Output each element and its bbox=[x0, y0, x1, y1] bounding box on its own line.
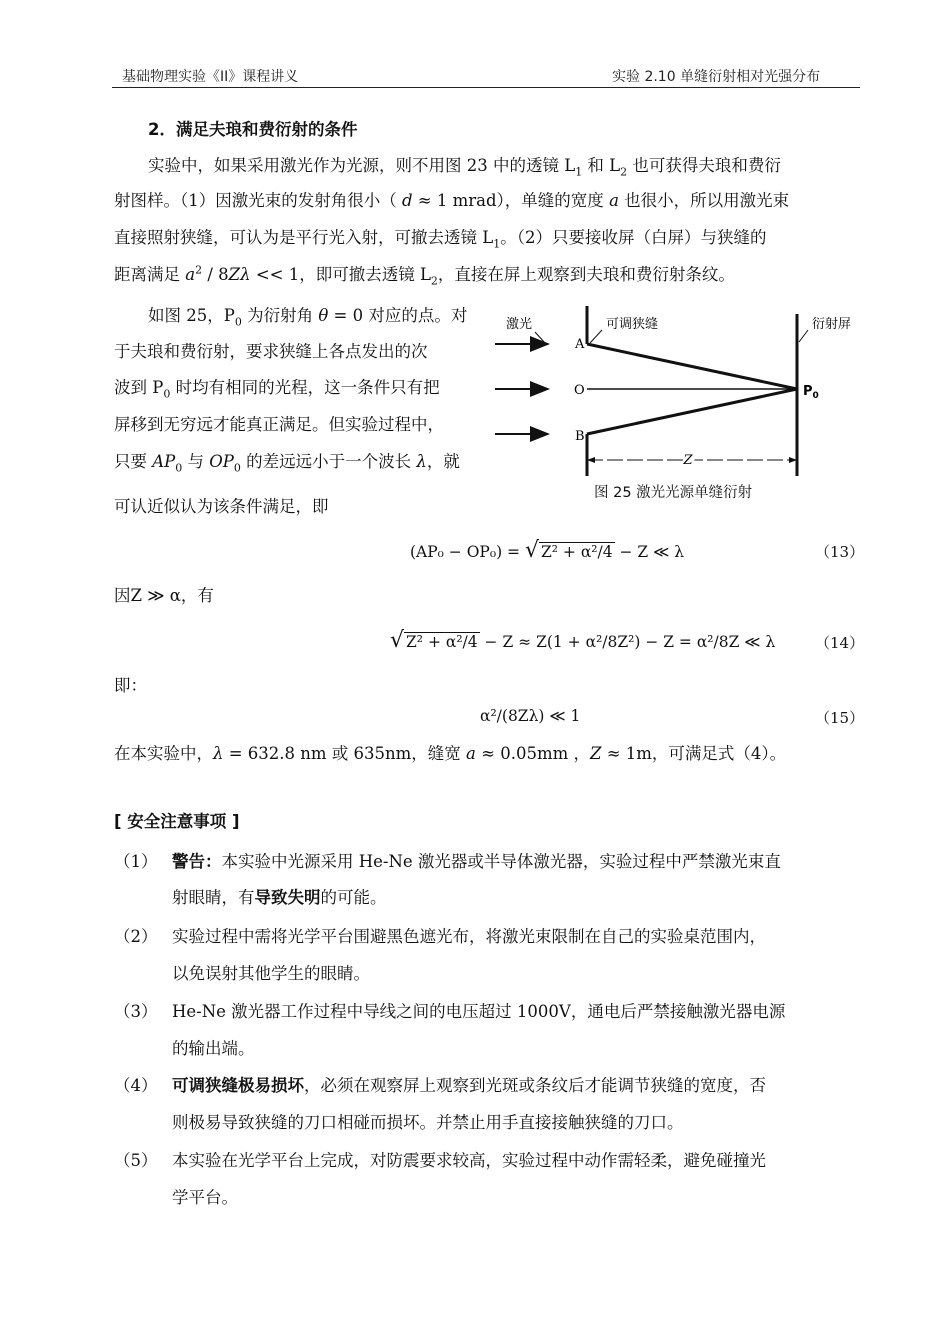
text-span: 只要 bbox=[114, 452, 153, 471]
text-span: 也可获得夫琅和费衍 bbox=[627, 156, 781, 175]
subscript: 0 bbox=[234, 315, 242, 329]
math-var: d bbox=[402, 191, 413, 210]
text-span: << 1，即可撤去透镜 L bbox=[250, 265, 431, 284]
text-span: 时均有相同的光程，这一条件只有把 bbox=[170, 378, 440, 397]
paragraph2-line5 bbox=[114, 448, 460, 474]
safety-item-2-line1: 实验过程中需将光学平台围避黑色遮光布，将激光束限制在自己的实验桌范围内， bbox=[172, 927, 766, 946]
text-span: / 8 bbox=[202, 265, 229, 284]
slit-leader-line bbox=[590, 330, 602, 343]
safety-item-3-line1: He-Ne 激光器工作过程中导线之间的电压超过 1000V，通电后严禁接触激光器电源 bbox=[172, 1002, 786, 1021]
laser-leader-line bbox=[535, 332, 545, 343]
math-var: λ bbox=[213, 744, 224, 763]
text-span: ，直接在屏上观察到夫琅和费衍射条纹。 bbox=[437, 265, 735, 284]
text-span: 射眼睛，有 bbox=[172, 888, 255, 907]
text-span: 本实验中光源采用 He-Ne 激光器或半导体激光器，实验过程中严禁激光束直 bbox=[221, 852, 781, 871]
ie-line: 即： bbox=[114, 676, 147, 695]
ray-BP0 bbox=[587, 389, 797, 434]
equation-13 bbox=[410, 538, 684, 563]
safety-item-2-line2: 以免误射其他学生的眼睛。 bbox=[172, 964, 370, 983]
safety-item-4-number: （4） bbox=[114, 1076, 158, 1095]
paragraph1-line2 bbox=[114, 187, 789, 211]
equation-14-number: （14） bbox=[815, 634, 865, 652]
equation-15-number: （15） bbox=[815, 709, 865, 727]
text-span: 。（2）只要接收屏（白屏）与狭缝的 bbox=[500, 228, 767, 247]
eq-rest: − Z ≈ Z(1 + α²/8Z²) − Z = α²/8Z ≪ λ bbox=[479, 633, 776, 651]
math-var: a bbox=[609, 191, 619, 210]
safety-item-5-number: （5） bbox=[114, 1151, 158, 1170]
label-laser: 激光 bbox=[506, 317, 533, 332]
label-P0: $P_0$ bbox=[803, 384, 819, 401]
subscript: 1 bbox=[493, 237, 501, 251]
paragraph2-line2: 于夫琅和费衍射，要求狭缝上各点发出的次 bbox=[114, 342, 428, 361]
text-span: 也很小，所以用激光束 bbox=[618, 191, 790, 210]
safety-item-1-line2 bbox=[172, 884, 387, 908]
section-heading: 2．满足夫琅和费衍射的条件 bbox=[148, 120, 358, 139]
paragraph1-line1 bbox=[148, 152, 781, 178]
screen-leader-line bbox=[799, 330, 808, 342]
text-span: 距离满足 bbox=[114, 265, 186, 284]
paragraph2-line1 bbox=[148, 302, 467, 328]
math-var: θ bbox=[318, 306, 329, 325]
subscript: 0 bbox=[163, 387, 171, 401]
text-span: 为衍射角 bbox=[241, 306, 319, 325]
label-screen: 衍射屏 bbox=[812, 317, 852, 332]
eq-radicand: Z² + α²/4 bbox=[541, 543, 613, 561]
warning-label: 警告： bbox=[172, 852, 222, 871]
text-span: ，就 bbox=[426, 452, 460, 471]
header-divider bbox=[112, 87, 860, 88]
subscript: 2 bbox=[430, 274, 438, 288]
header-right-title: 实验 2.10 单缝衍射相对光强分布 bbox=[612, 69, 821, 85]
eq-lhs: (AP₀ − OP₀) = bbox=[410, 543, 525, 561]
because-line: 因Z ≫ α，有 bbox=[114, 586, 214, 605]
paragraph2-line3 bbox=[114, 374, 440, 400]
math-var: a bbox=[185, 265, 196, 284]
emphasis-text: 导致失明 bbox=[254, 888, 321, 907]
superscript: 2 bbox=[195, 263, 203, 277]
subscript: 0 bbox=[175, 461, 183, 475]
paragraph2-line4: 屏移到无穷远才能真正满足。但实验过程中， bbox=[114, 415, 444, 434]
text-span: 实验中，如果采用激光作为光源，则不用图 23 中的透镜 L bbox=[148, 156, 576, 175]
safety-item-1-number: （1） bbox=[114, 852, 158, 871]
text-span: ，必须在观察屏上观察到光斑或条纹后才能调节狭缝的宽度，否 bbox=[304, 1076, 766, 1095]
math-var: OP bbox=[209, 452, 234, 471]
paragraph1-line3 bbox=[114, 224, 766, 250]
ray-AP0 bbox=[587, 344, 797, 389]
text-span: 在本实验中， bbox=[114, 744, 213, 763]
text-span: 和 L bbox=[582, 156, 621, 175]
text-span: 波到 P bbox=[114, 378, 164, 397]
text-span: 射图样。（1）因激光束的发射角很小（ bbox=[114, 191, 402, 210]
text-span: 直接照射狭缝，可认为是平行光入射，可撤去透镜 L bbox=[114, 228, 494, 247]
safety-item-3-line2: 的输出端。 bbox=[172, 1039, 255, 1058]
emphasis-text: 可调狭缝极易损坏 bbox=[172, 1076, 304, 1095]
safety-item-3-number: （3） bbox=[114, 1002, 158, 1021]
safety-item-5-line1: 本实验在光学平台上完成，对防震要求较高，实验过程中动作需轻柔，避免碰撞光 bbox=[172, 1151, 766, 1170]
text-span: 的可能。 bbox=[320, 888, 387, 907]
label-O: O bbox=[574, 383, 585, 398]
paragraph2-line6: 可认近似认为该条件满足，即 bbox=[114, 497, 329, 516]
text-span: = 632.8 nm 或 635nm，缝宽 bbox=[223, 744, 467, 763]
math-var: AP bbox=[152, 452, 176, 471]
safety-item-5-line2: 学平台。 bbox=[172, 1188, 238, 1207]
text-span: 如图 25，P bbox=[148, 306, 235, 325]
label-Z: Z bbox=[683, 453, 693, 468]
subscript: 1 bbox=[575, 165, 583, 179]
text-span: ≈ 1 mrad），单缝的宽度 bbox=[412, 191, 610, 210]
header-left-title: 基础物理实验《II》课程讲义 bbox=[122, 69, 299, 85]
safety-item-4-line1 bbox=[172, 1072, 766, 1096]
paragraph1-line4 bbox=[114, 261, 735, 287]
sqrt-sign: √ bbox=[524, 538, 539, 563]
safety-item-2-number: （2） bbox=[114, 927, 158, 946]
text-span: 的差远远小于一个波长 bbox=[240, 452, 417, 471]
label-slit: 可调狭缝 bbox=[606, 317, 659, 332]
safety-item-1-line1 bbox=[172, 848, 781, 872]
text-span: = 0 对应的点。对 bbox=[328, 306, 468, 325]
equation-15: α²/(8Zλ) ≪ 1 bbox=[480, 707, 581, 725]
conclusion-line bbox=[114, 740, 786, 764]
math-var: a bbox=[466, 744, 476, 763]
equation-14 bbox=[390, 628, 775, 653]
figure-caption: 图 25 激光光源单缝衍射 bbox=[594, 485, 753, 501]
label-B: B bbox=[575, 429, 585, 444]
equation-13-number: （13） bbox=[815, 543, 865, 561]
eq-rhs: − Z ≪ λ bbox=[614, 543, 685, 561]
text-span: ≈ 0.05mm ， bbox=[475, 744, 590, 763]
eq-radicand: Z² + α²/4 bbox=[406, 633, 478, 651]
label-A: A bbox=[575, 337, 585, 352]
sqrt-sign: √ bbox=[390, 628, 405, 653]
safety-item-4-line2: 则极易导致狭缝的刀口相碰而损坏。并禁止用手直接接触狭缝的刀口。 bbox=[172, 1113, 684, 1132]
math-var: λ bbox=[416, 452, 427, 471]
text-span: 与 bbox=[182, 452, 210, 471]
subscript: 0 bbox=[233, 461, 241, 475]
math-var: Z bbox=[589, 744, 602, 763]
text-span: ≈ 1m，可满足式（4）。 bbox=[601, 744, 787, 763]
subscript: 2 bbox=[620, 165, 628, 179]
math-var: Zλ bbox=[228, 265, 251, 284]
safety-heading: [ 安全注意事项 ] bbox=[114, 812, 240, 831]
